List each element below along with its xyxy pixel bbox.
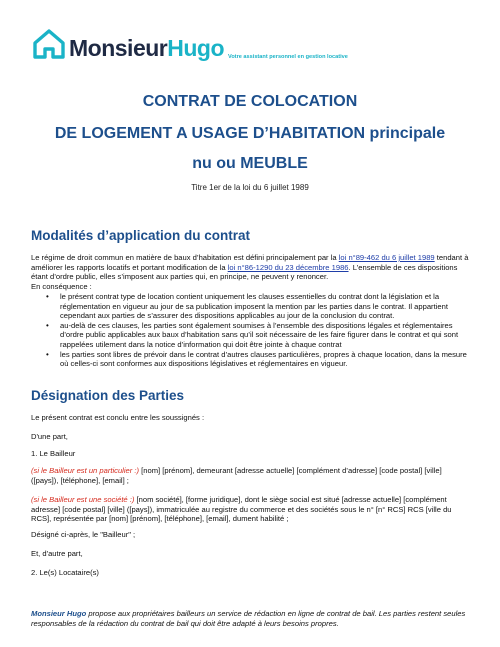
bailleur-societe (31, 495, 471, 524)
brand-logo[interactable] (31, 26, 224, 62)
societe-text: [nom société], [forme juridique], dont le siège social est situé [adresse actuelle] [complément adresse] [code postal] [ville] ([pays]), immatriculée au registre du commerce et des sociétés sous le n° [n° RCS] RCS [ville du RCS], représentée par [nom] [prénom], [téléphone], [email], dument habilité ; (31, 495, 452, 524)
parties-intro: Le présent contrat est conclu entre les soussignés : (31, 413, 205, 422)
link-loi-1989[interactable]: loi n°89-462 du 6 juillet 1989 (338, 253, 435, 262)
bullet-item: • au-delà de ces clauses, les parties sont également soumises à l’ensemble des dispositions légales et réglementaires d’ordre public applicables aux baux d’habitation sans qu’il soit nécessaire de les faire figurer dans le contrat et qui sont rappelées utilement dans la notice d’information qui doit être jointe à chaque contrat (60, 321, 470, 350)
particulier-text: [nom] [prénom], demeurant [adresse actuelle] [complément d’adresse] [code postal] [ville] ([pays]), [téléphone], [email] ; (31, 466, 442, 485)
document-title-line1: CONTRAT DE COLOCATION (142, 93, 358, 110)
section1-paragraph (31, 253, 471, 291)
dune-part: D'une part, (31, 432, 68, 441)
designe-bailleur: Désigné ci-après, le "Bailleur" ; (31, 530, 136, 539)
locataires-heading: 2. Le(s) Locataire(s) (31, 568, 99, 577)
section1-text-c: . L’ensemble de ces dispositions étant d’ordre public, elles s’imposent aux parties qui, en principe, ne peuvent y renoncer. (31, 262, 458, 282)
link-loi-1986[interactable]: loi n°86-1290 du 23 décembre 1986 (227, 262, 349, 272)
section1-bullet-list (60, 292, 470, 369)
section1-text-a: Le régime de droit commun en matière de baux d’habitation est défini principalement par la (31, 253, 339, 262)
house-icon (31, 27, 67, 61)
le-bailleur-heading: 1. Le Bailleur (31, 449, 76, 458)
brand-name-part1: Monsieur (69, 35, 168, 61)
particulier-note: (si le Bailleur est un particulier :) (31, 466, 140, 475)
footer-text: propose aux propriétaires bailleurs un service de rédaction en ligne de contrat de bail. Les parties restent seules responsables de la rédaction du contrat de bail qui doit être adapté à leurs besoins propres. (31, 609, 466, 628)
footer-disclaimer (31, 609, 471, 628)
brand-name-part2: Hugo (167, 35, 224, 61)
bullet-item: • le présent contrat type de location contient uniquement les clauses essentielles du contrat dont la législation et la réglementation en vigueur au jour de sa publication imposent la mention par les parties dans le contrat. Il appartient cependant aux parties de s’assurer des dispositions applicables au jour de la conclusion du contrat. (60, 292, 470, 321)
document-title-line3: nu ou MEUBLE (192, 155, 308, 172)
footer-brand: Monsieur Hugo (31, 609, 87, 618)
bailleur-particulier (31, 466, 471, 485)
section1-text-b: tendant à améliorer les rapports locatifs et portant modification de la (31, 253, 469, 272)
section-heading-modalites: Modalités d’application du contrat (31, 228, 251, 243)
document-subtitle: Titre 1er de la loi du 6 juillet 1989 (191, 183, 309, 192)
section1-text-d: En conséquence : (31, 281, 92, 291)
brand-name (69, 37, 224, 60)
et-dautre-part: Et, d'autre part, (31, 549, 83, 558)
document-title-line2: DE LOGEMENT A USAGE D’HABITATION principale (54, 125, 446, 142)
societe-note: (si le Bailleur est une société :) (31, 495, 135, 504)
bullet-item: • les parties sont libres de prévoir dans le contrat d’autres clauses particulières, propres à chaque location, dans la mesure où celles-ci sont conformes aux dispositions législatives et réglementaires en vigueur. (60, 350, 470, 369)
section-heading-designation: Désignation des Parties (31, 388, 185, 403)
brand-tagline: Votre assistant personnel en gestion locative (228, 54, 348, 60)
